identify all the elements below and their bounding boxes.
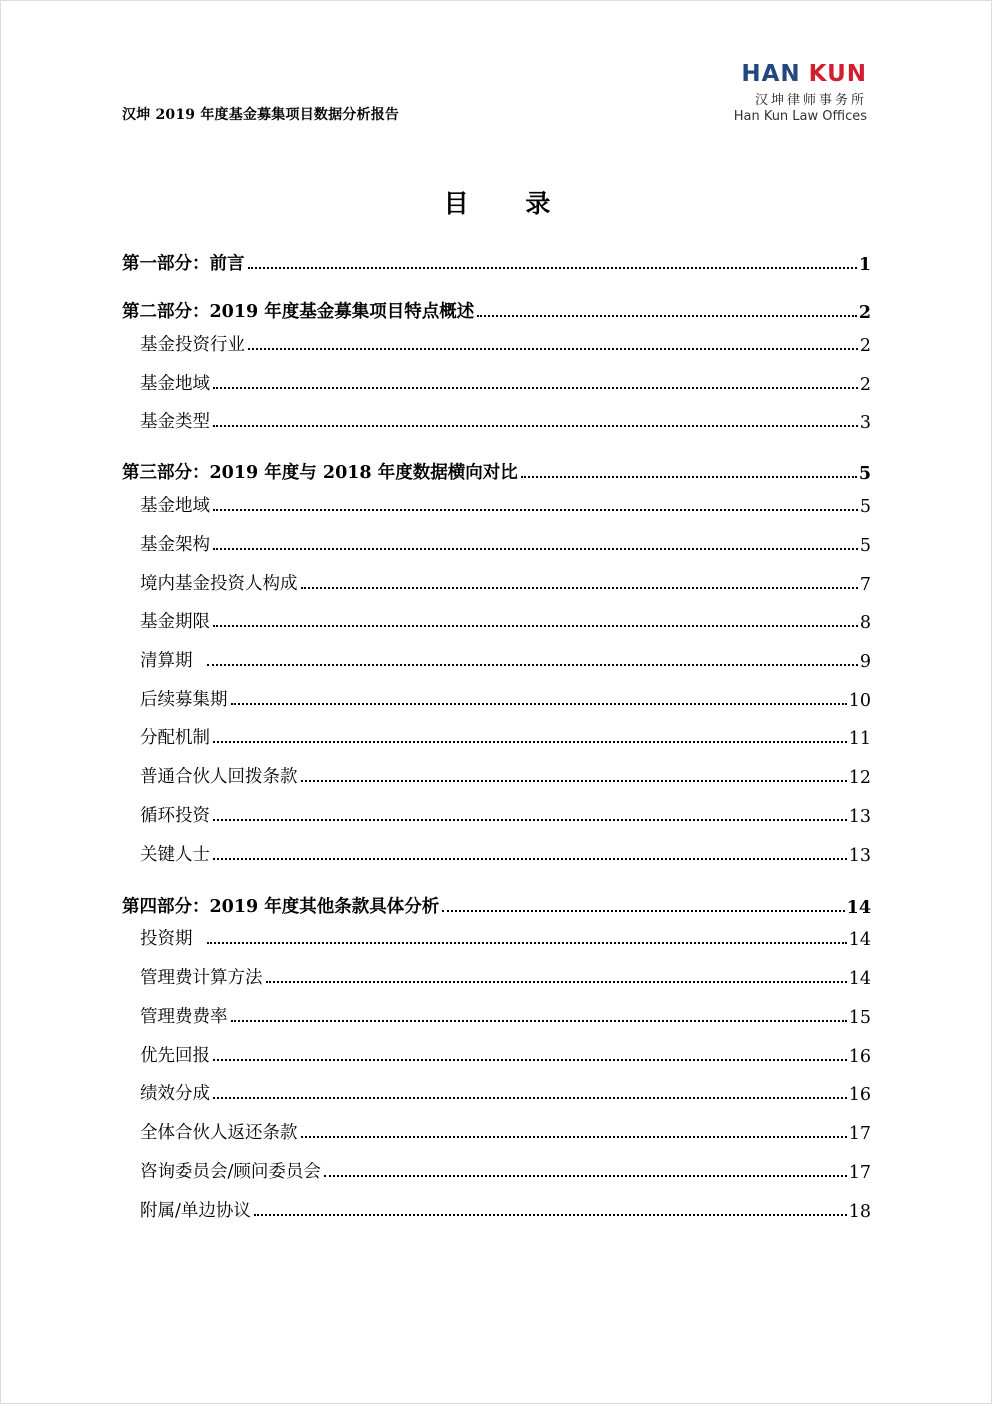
toc-entry-page-number: 13 — [848, 846, 871, 866]
toc-dot-leader — [301, 586, 858, 589]
toc-part-entry[interactable] — [122, 249, 871, 275]
logo-mark-han: HAN — [741, 61, 801, 87]
toc-section-entry[interactable] — [122, 491, 871, 517]
toc-dot-leader — [301, 779, 847, 782]
toc-section-entry[interactable] — [122, 1118, 871, 1144]
toc-entry-page-number: 8 — [859, 613, 871, 633]
toc-dot-leader — [213, 508, 858, 511]
toc-dot-leader — [213, 424, 858, 427]
toc-section-entry[interactable] — [122, 685, 871, 711]
toc-part-entry[interactable] — [122, 458, 871, 484]
toc-entry-page-number: 1 — [858, 255, 871, 275]
toc-part-entry[interactable] — [122, 297, 871, 323]
toc-entry-page-number: 5 — [858, 464, 871, 484]
toc-dot-leader — [213, 1058, 847, 1061]
toc-entry-label: 后续募集期 — [140, 690, 228, 710]
toc-section-entry[interactable] — [122, 723, 871, 749]
logo-english-name: Han Kun Law Offices — [733, 109, 867, 124]
toc-dot-leader — [213, 386, 858, 389]
toc-entry-label: 关键人士 — [140, 845, 210, 865]
toc-entry-page-number: 3 — [859, 413, 871, 433]
toc-entry-label: 分配机制 — [140, 728, 210, 748]
toc-entry-label: 境内基金投资人构成 — [140, 574, 298, 594]
toc-dot-leader — [213, 547, 858, 550]
hankun-logo — [734, 61, 867, 124]
toc-section-entry[interactable] — [122, 330, 871, 356]
toc-entry-label: 第三部分：2019 年度与 2018 年度数据横向对比 — [122, 463, 518, 483]
toc-dot-leader — [248, 266, 857, 269]
toc-dot-leader — [213, 740, 847, 743]
toc-entry-page-number: 17 — [848, 1163, 871, 1183]
toc-dot-leader — [301, 1135, 847, 1138]
toc-entry-label: 基金架构 — [140, 535, 210, 555]
toc-dot-leader — [207, 941, 847, 944]
toc-dot-leader — [213, 1096, 847, 1099]
toc-dot-leader — [477, 314, 857, 317]
toc-entry-label: 第四部分：2019 年度其他条款具体分析 — [122, 897, 440, 917]
toc-entry-label: 普通合伙人回拨条款 — [140, 767, 298, 787]
toc-section-entry[interactable] — [122, 801, 871, 827]
toc-entry-page-number: 2 — [858, 303, 871, 323]
toc-section-entry[interactable] — [122, 607, 871, 633]
toc-entry-page-number: 11 — [848, 729, 871, 749]
toc-entry-label: 第一部分：前言 — [122, 254, 245, 274]
toc-entry-label: 绩效分成 — [140, 1084, 210, 1104]
toc-section-entry[interactable] — [122, 646, 871, 672]
toc-entry-label: 管理费费率 — [140, 1007, 228, 1027]
logo-mark-kun: KUN — [808, 61, 867, 87]
toc-dot-leader — [213, 857, 847, 860]
toc-entry-page-number: 9 — [859, 652, 871, 672]
toc-dot-leader — [231, 1019, 847, 1022]
toc-section-entry[interactable] — [122, 407, 871, 433]
toc-dot-leader — [266, 980, 847, 983]
toc-section-entry[interactable] — [122, 762, 871, 788]
header-document-title: 汉坤 2019 年度基金募集项目数据分析报告 — [122, 107, 400, 123]
toc-dot-leader — [231, 702, 847, 705]
toc-section-entry[interactable] — [122, 1002, 871, 1028]
toc-dot-leader — [324, 1174, 847, 1177]
toc-section-entry[interactable] — [122, 1157, 871, 1183]
toc-entry-label: 优先回报 — [140, 1046, 210, 1066]
toc-entry-page-number: 12 — [848, 768, 871, 788]
toc-entry-page-number: 13 — [848, 807, 871, 827]
toc-entry-label: 循环投资 — [140, 806, 210, 826]
toc-part-entry[interactable] — [122, 892, 871, 918]
toc-entry-label: 全体合伙人返还条款 — [140, 1123, 298, 1143]
toc-section-entry[interactable] — [122, 1196, 871, 1222]
toc-entry-page-number: 2 — [859, 375, 871, 395]
toc-entry-label: 基金投资行业 — [140, 335, 245, 355]
toc-section-entry[interactable] — [122, 530, 871, 556]
toc-entry-page-number: 5 — [859, 536, 871, 556]
toc-entry-label: 第二部分：2019 年度基金募集项目特点概述 — [122, 302, 475, 322]
toc-dot-leader — [207, 663, 858, 666]
toc-entry-page-number: 14 — [848, 930, 871, 950]
toc-entry-page-number: 16 — [848, 1047, 871, 1067]
toc-entry-label: 基金类型 — [140, 412, 210, 432]
toc-entry-label: 管理费计算方法 — [140, 968, 263, 988]
toc-entry-label: 基金地域 — [140, 374, 210, 394]
toc-entry-label: 基金地域 — [140, 496, 210, 516]
toc-entry-page-number: 18 — [848, 1202, 871, 1222]
toc-dot-leader — [442, 909, 844, 912]
toc-entry-label: 投资期 — [140, 929, 204, 949]
toc-section-entry[interactable] — [122, 840, 871, 866]
logo-mark — [734, 61, 867, 87]
toc-section-entry[interactable] — [122, 1041, 871, 1067]
toc-dot-leader — [254, 1213, 847, 1216]
toc-entry-page-number: 10 — [848, 691, 871, 711]
toc-section-entry[interactable] — [122, 569, 871, 595]
toc-entry-label: 清算期 — [140, 651, 204, 671]
toc-entry-page-number: 15 — [848, 1008, 871, 1028]
toc-entry-page-number: 17 — [848, 1124, 871, 1144]
toc-entry-page-number: 14 — [846, 898, 871, 918]
toc-entry-label: 咨询委员会/顾问委员会 — [140, 1162, 321, 1182]
logo-chinese-name: 汉坤律师事务所 — [754, 93, 867, 108]
toc-dot-leader — [213, 818, 847, 821]
toc-entry-label: 附属/单边协议 — [140, 1201, 251, 1221]
toc-entry-page-number: 5 — [859, 497, 871, 517]
toc-dot-leader — [248, 347, 858, 350]
toc-section-entry[interactable] — [122, 369, 871, 395]
toc-entry-page-number: 7 — [859, 575, 871, 595]
toc-section-entry[interactable] — [122, 963, 871, 989]
toc-section-entry[interactable] — [122, 1079, 871, 1105]
toc-entry-page-number: 16 — [848, 1085, 871, 1105]
toc-dot-leader — [521, 475, 857, 478]
toc-entry-page-number: 2 — [859, 336, 871, 356]
toc-entry-page-number: 14 — [848, 969, 871, 989]
toc-section-entry[interactable] — [122, 924, 871, 950]
toc-title: 目 录 — [443, 189, 575, 218]
toc-entry-label: 基金期限 — [140, 612, 210, 632]
toc-dot-leader — [213, 624, 858, 627]
